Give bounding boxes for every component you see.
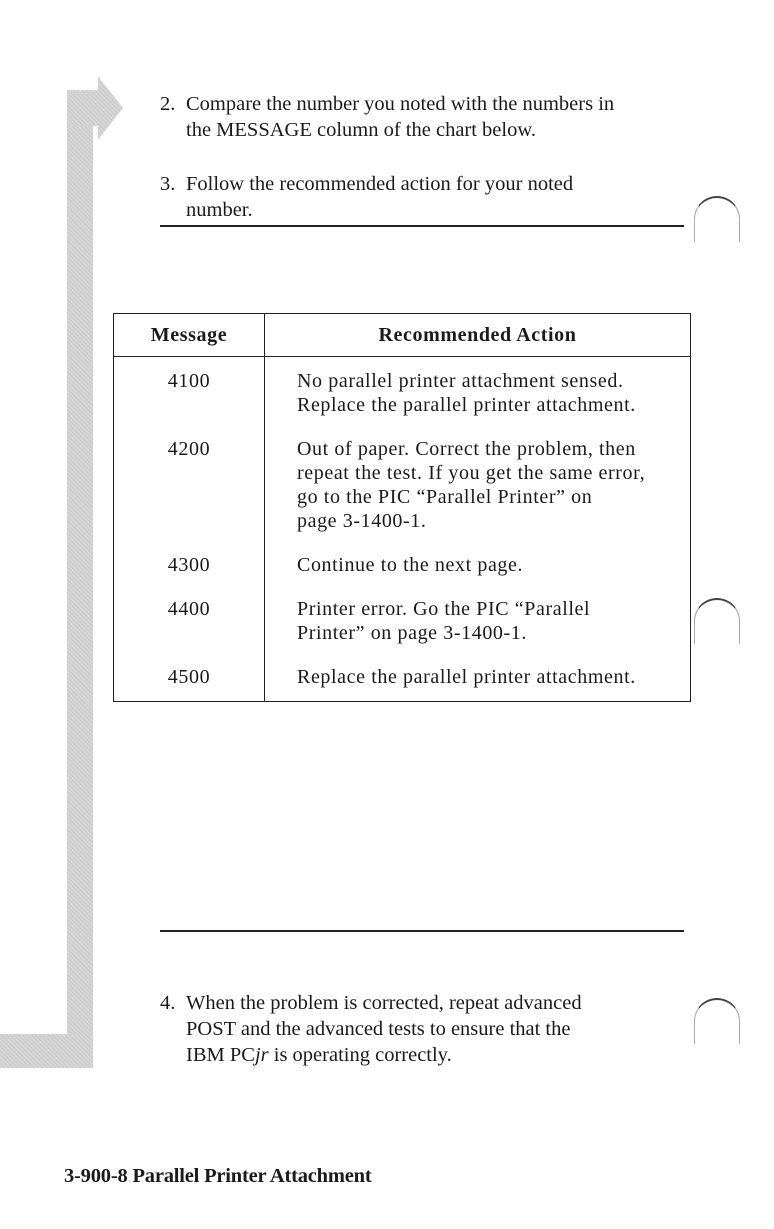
table-row (114, 665, 691, 702)
message-code: 4100 (114, 357, 265, 438)
step-3 (160, 171, 573, 223)
table-row (114, 553, 691, 597)
flow-connector-foot (0, 1034, 93, 1068)
step-text-line: POST and the advanced tests to ensure that the (186, 1018, 571, 1040)
table-row (114, 437, 691, 553)
message-code: 4300 (114, 553, 265, 597)
page-number: 3-900-8 (64, 1165, 128, 1187)
column-header-action: Recommended Action (265, 314, 691, 357)
recommended-action: No parallel printer attachment sensed. Replace the parallel printer attachment. (265, 357, 691, 438)
message-code: 4200 (114, 437, 265, 553)
page-tab-arc-icon (694, 196, 740, 242)
step-text-line: Follow the recommended action for your noted (186, 173, 574, 195)
step-text-line: the MESSAGE column of the chart below. (186, 119, 536, 141)
step-number: 4. (160, 992, 176, 1014)
recommended-action: Continue to the next page. (265, 553, 691, 597)
step-text-line: IBM PCjr is operating correctly. (186, 1044, 452, 1066)
page-tab-arc-icon (694, 598, 740, 644)
section-title: Parallel Printer Attachment (132, 1165, 372, 1187)
recommended-action: Printer error. Go the PIC “Parallel Printer” on page 3-1400-1. (265, 597, 691, 665)
page-tab-arc-icon (694, 998, 740, 1044)
table-row (114, 597, 691, 665)
message-code: 4500 (114, 665, 265, 702)
divider-rule (160, 225, 684, 227)
step-number: 3. (160, 173, 176, 195)
recommended-action: Replace the parallel printer attachment. (265, 665, 691, 702)
step-4 (160, 990, 582, 1068)
recommended-action: Out of paper. Correct the problem, then repeat the test. If you get the same error, go to the PIC “Parallel Printer” on page 3-1400-1. (265, 437, 691, 553)
step-text-line: number. (186, 199, 253, 221)
divider-rule (160, 930, 684, 932)
page-footer (64, 1165, 371, 1188)
step-text-line: Compare the number you noted with the numbers in (186, 93, 615, 115)
step-2 (160, 91, 614, 143)
column-header-message: Message (114, 314, 265, 357)
step-text-line: When the problem is corrected, repeat advanced (186, 992, 582, 1014)
table-row (114, 357, 691, 438)
message-table (113, 313, 691, 702)
message-code: 4400 (114, 597, 265, 665)
flow-connector-bar (67, 92, 93, 1068)
step-number: 2. (160, 93, 176, 115)
